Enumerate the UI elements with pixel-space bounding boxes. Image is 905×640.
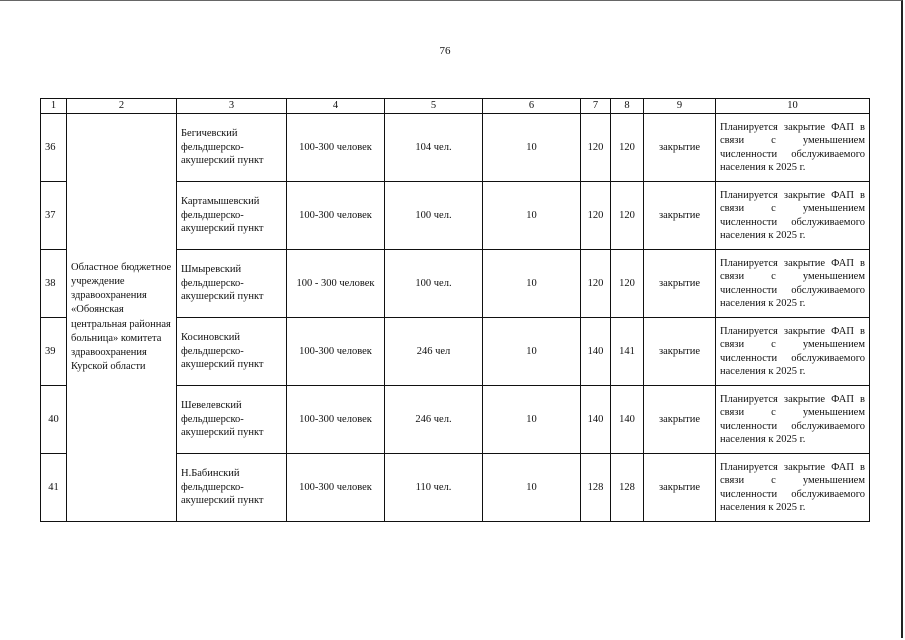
- action-cell: закрытие: [644, 454, 716, 522]
- facility-name: Н.Бабинский фельдшерско-акушерский пункт: [177, 454, 287, 522]
- action-cell: закрытие: [644, 250, 716, 318]
- population-served: 110 чел.: [385, 454, 483, 522]
- action-cell: закрытие: [644, 114, 716, 182]
- header-cell: 7: [581, 99, 611, 114]
- facility-name: Картамышевский фельдшерско-акушерский пункт: [177, 182, 287, 250]
- header-cell: 5: [385, 99, 483, 114]
- row-number: 36: [41, 114, 67, 182]
- note-cell: Планируется закрытие ФАП в связи с уменьшением численности обслуживаемого населения к 2025 г.: [716, 386, 870, 454]
- facility-name: Шмыревский фельдшерско-акушерский пункт: [177, 250, 287, 318]
- col7-value: 120: [581, 114, 611, 182]
- action-cell: закрытие: [644, 182, 716, 250]
- col6-value: 10: [483, 250, 581, 318]
- header-cell: 9: [644, 99, 716, 114]
- facility-name: Бегичевский фельдшерско-акушерский пункт: [177, 114, 287, 182]
- row-number: 38: [41, 250, 67, 318]
- population-served: 100 чел.: [385, 250, 483, 318]
- header-cell: 4: [287, 99, 385, 114]
- header-row: [41, 99, 870, 114]
- header-cell: 6: [483, 99, 581, 114]
- population-norm: 100-300 человек: [287, 114, 385, 182]
- row-number: 40: [41, 386, 67, 454]
- col7-value: 120: [581, 250, 611, 318]
- col8-value: 120: [611, 182, 644, 250]
- note-cell: Планируется закрытие ФАП в связи с уменьшением численности обслуживаемого населения к 2025 г.: [716, 454, 870, 522]
- population-norm: 100-300 человек: [287, 182, 385, 250]
- col6-value: 10: [483, 182, 581, 250]
- facility-name: Косиновский фельдшерско-акушерский пункт: [177, 318, 287, 386]
- col7-value: 128: [581, 454, 611, 522]
- table-row: [41, 114, 870, 182]
- population-norm: 100-300 человек: [287, 386, 385, 454]
- col6-value: 10: [483, 386, 581, 454]
- col6-value: 10: [483, 454, 581, 522]
- header-cell: 8: [611, 99, 644, 114]
- note-cell: Планируется закрытие ФАП в связи с уменьшением численности обслуживаемого населения к 2025 г.: [716, 250, 870, 318]
- population-norm: 100-300 человек: [287, 454, 385, 522]
- header-cell: 1: [41, 99, 67, 114]
- col8-value: 120: [611, 250, 644, 318]
- col8-value: 141: [611, 318, 644, 386]
- col7-value: 140: [581, 386, 611, 454]
- col8-value: 120: [611, 114, 644, 182]
- col7-value: 140: [581, 318, 611, 386]
- note-cell: Планируется закрытие ФАП в связи с уменьшением численности обслуживаемого населения к 2025 г.: [716, 318, 870, 386]
- note-cell: Планируется закрытие ФАП в связи с уменьшением численности обслуживаемого населения к 2025 г.: [716, 114, 870, 182]
- population-norm: 100 - 300 человек: [287, 250, 385, 318]
- note-cell: Планируется закрытие ФАП в связи с уменьшением численности обслуживаемого населения к 2025 г.: [716, 182, 870, 250]
- row-number: 37: [41, 182, 67, 250]
- facility-name: Шевелевский фельдшерско-акушерский пункт: [177, 386, 287, 454]
- row-number: 39: [41, 318, 67, 386]
- col8-value: 140: [611, 386, 644, 454]
- action-cell: закрытие: [644, 318, 716, 386]
- population-served: 104 чел.: [385, 114, 483, 182]
- population-norm: 100-300 человек: [287, 318, 385, 386]
- population-served: 100 чел.: [385, 182, 483, 250]
- population-served: 246 чел.: [385, 386, 483, 454]
- header-cell: 10: [716, 99, 870, 114]
- col6-value: 10: [483, 114, 581, 182]
- organization-cell: Областное бюджетное учреждение здравоохранения «Обоянская центральная районная больница» комитета здравоохранения Курской области: [67, 114, 177, 522]
- header-cell: 2: [67, 99, 177, 114]
- facilities-table: [40, 98, 870, 522]
- page-number: 76: [439, 45, 451, 57]
- population-served: 246 чел: [385, 318, 483, 386]
- col7-value: 120: [581, 182, 611, 250]
- col8-value: 128: [611, 454, 644, 522]
- row-number: 41: [41, 454, 67, 522]
- action-cell: закрытие: [644, 386, 716, 454]
- col6-value: 10: [483, 318, 581, 386]
- header-cell: 3: [177, 99, 287, 114]
